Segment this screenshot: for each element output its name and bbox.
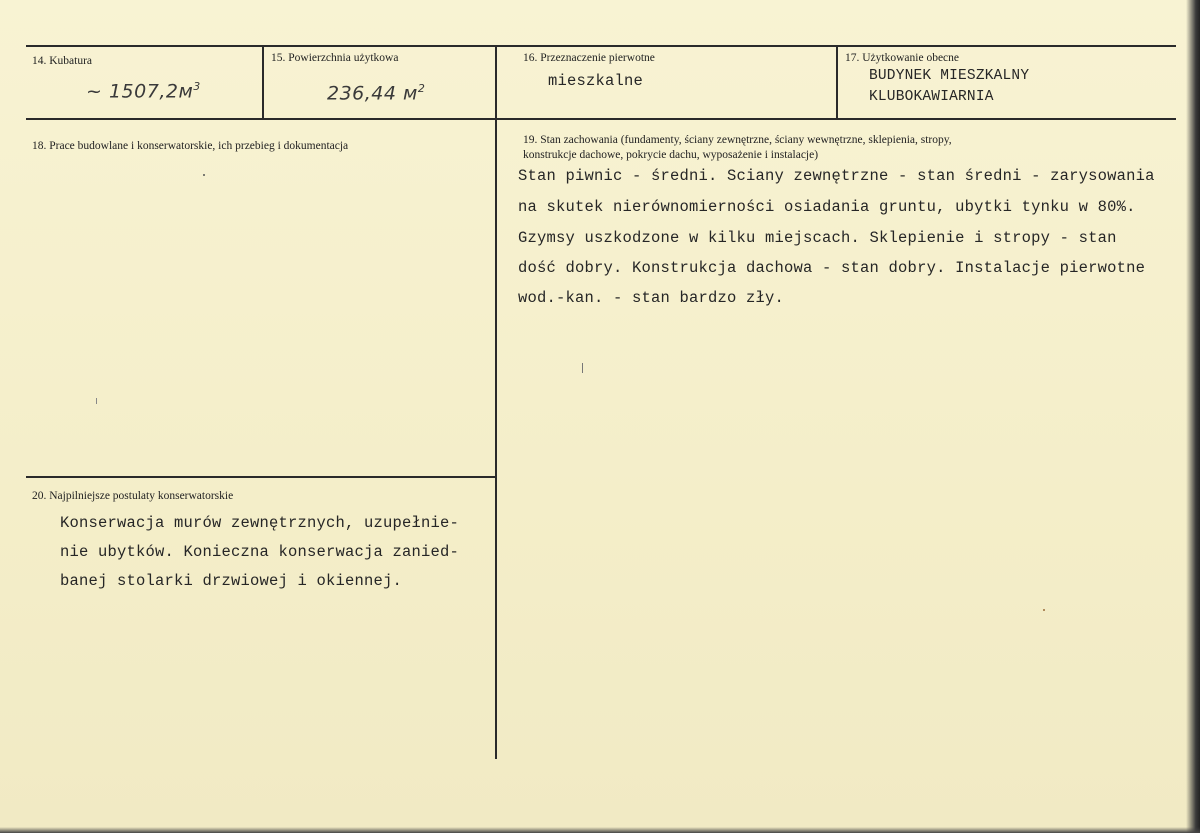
field-17-label: 17. Użytkowanie obecne: [845, 52, 960, 64]
field-14-unit: м: [178, 80, 194, 103]
field-17-line-2: KLUBOKAWIARNIA: [869, 89, 994, 105]
paper-speck: [582, 363, 583, 373]
field-14-unit-exponent: 3: [193, 80, 201, 93]
field-15-value: [327, 82, 425, 104]
divider-16-17: [836, 45, 838, 119]
field-20-line-3: banej stolarki drzwiowej i okiennej.: [60, 572, 403, 590]
field-19-line-5: wod.-kan. - stan bardzo zły.: [518, 289, 785, 307]
row1-bottom-rule: [26, 118, 1176, 120]
scan-edge-bottom: [0, 827, 1200, 833]
field-19-line-4: dość dobry. Konstrukcja dachowa - stan dobry. Instalacje pierwotne: [518, 259, 1146, 277]
divider-main: [495, 45, 497, 759]
field-14-value: [86, 80, 201, 102]
field-20-line-2: nie ubytków. Konieczna konserwacja zanied-: [60, 543, 460, 561]
field-18-label: 18. Prace budowlane i konserwatorskie, ich przebieg i dokumentacja: [32, 140, 349, 152]
field-20-label: 20. Najpilniejsze postulaty konserwatorskie: [32, 490, 234, 502]
field-17-line-1: BUDYNEK MIESZKALNY: [869, 68, 1030, 84]
field-15-label: 15. Powierzchnia użytkowa: [271, 52, 399, 64]
paper-speck: [1043, 609, 1045, 611]
field-15-unit: м: [403, 82, 418, 105]
field-14-number: ~ 1507,2: [86, 80, 179, 103]
field-19-line-1: Stan piwnic - średni. Sciany zewnętrzne - stan średni - zarysowania: [518, 167, 1155, 185]
field-19-line-3: Gzymsy uszkodzone w kilku miejscach. Sklepienie i stropy - stan: [518, 229, 1117, 247]
field-16-label: 16. Przeznaczenie pierwotne: [523, 52, 655, 64]
paper-speck: [203, 174, 205, 176]
field-14-label: 14. Kubatura: [32, 55, 93, 67]
divider-14-15: [262, 45, 264, 119]
field-15-number: 236,44: [327, 82, 397, 105]
paper-speck: [96, 398, 97, 404]
field-16-value: mieszkalne: [548, 72, 644, 90]
field-19-label-line-2: konstrukcje dachowe, pokrycie dachu, wyposażenie i instalacje): [523, 149, 819, 161]
left-middle-rule: [26, 476, 496, 478]
scan-edge-right: [1186, 0, 1200, 833]
field-19-line-2: na skutek nierównomierności osiadania gruntu, ubytki tynku w 80%.: [518, 198, 1136, 216]
top-rule: [26, 45, 1176, 47]
field-19-label-line-1: 19. Stan zachowania (fundamenty, ściany zewnętrzne, ściany wewnętrzne, sklepienia, stropy,: [523, 134, 952, 146]
field-15-unit-exponent: 2: [417, 82, 426, 95]
field-20-line-1: Konserwacja murów zewnętrznych, uzupełnie-: [60, 514, 460, 532]
